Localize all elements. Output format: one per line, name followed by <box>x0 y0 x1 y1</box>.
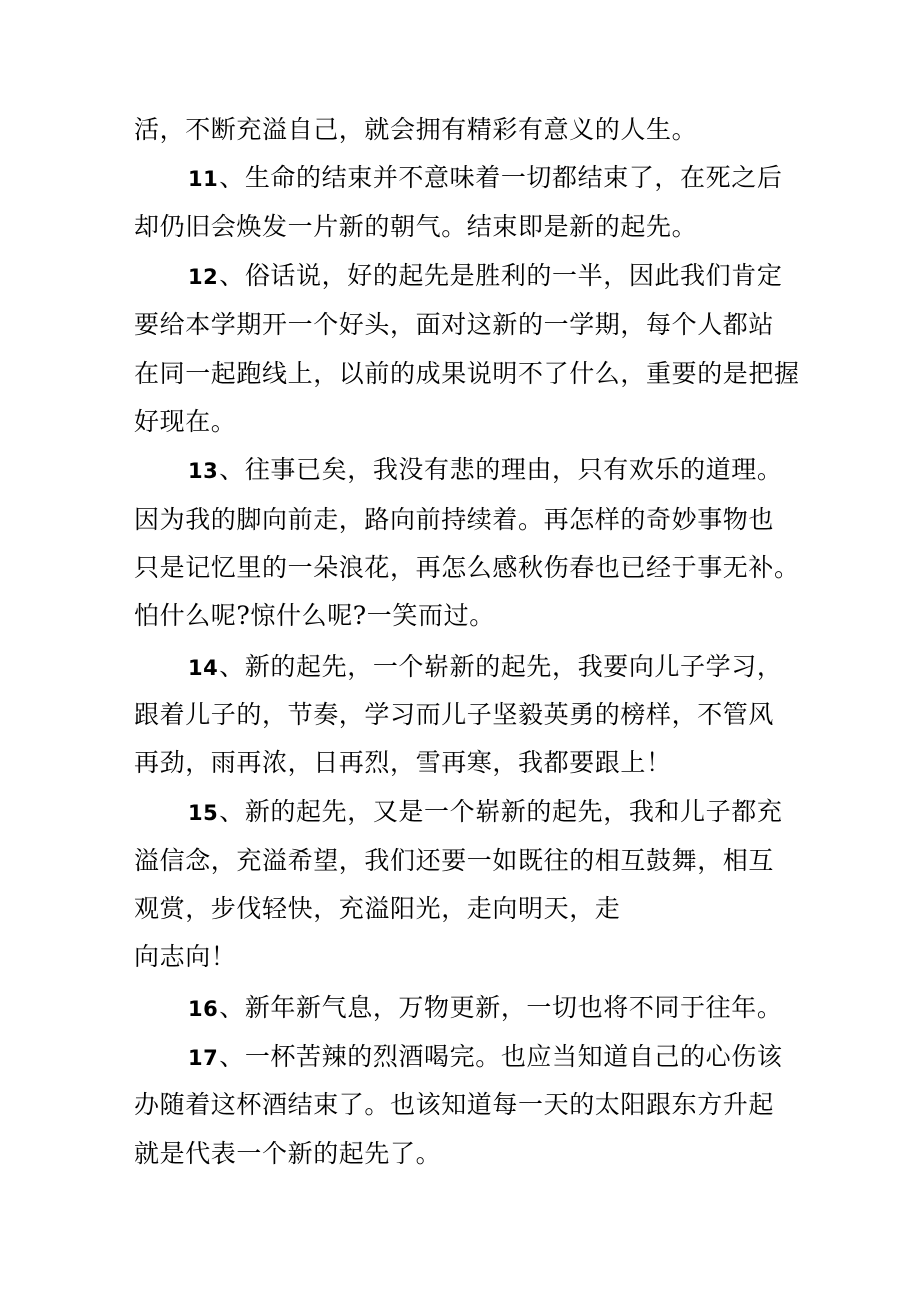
line-text: 再劲，雨再浓，日再烈，雪再寒，我都要跟上！ <box>134 748 672 777</box>
paragraph-line <box>134 407 236 437</box>
item-number: 15 <box>188 801 219 825</box>
paragraph-line <box>134 505 774 535</box>
line-text: 、往事已矣，我没有悲的理由，只有欢乐的道理。 <box>219 455 783 484</box>
line-text: 观赏，步伐轻快，充溢阳光，走向明天，走 <box>134 894 621 923</box>
paragraph-line <box>134 1090 774 1120</box>
line-text: 、新年新气息，万物更新，一切也将不同于往年。 <box>219 993 783 1022</box>
line-text: 却仍旧会焕发一片新的朝气。结束即是新的起先。 <box>134 212 698 241</box>
paragraph-line <box>188 797 782 828</box>
line-text: 、俗话说，好的起先是胜利的一半，因此我们肯定 <box>219 261 783 290</box>
paragraph-line <box>134 748 672 778</box>
item-number: 16 <box>188 997 219 1021</box>
line-text: 、新的起先，又是一个崭新的起先，我和儿子都充 <box>219 797 783 826</box>
paragraph-line <box>134 846 774 876</box>
paragraph-line <box>134 310 774 340</box>
paragraph-line <box>188 1042 782 1073</box>
paragraph-line <box>134 942 236 972</box>
item-number: 17 <box>188 1046 219 1070</box>
paragraph-line <box>134 359 800 389</box>
paragraph-line <box>134 700 774 730</box>
line-text: 、生命的结束并不意味着一切都结束了，在死之后 <box>219 163 783 192</box>
paragraph-line <box>134 212 697 242</box>
line-text: 、一杯苦辣的烈酒喝完。也应当知道自己的心伤该 <box>219 1042 783 1071</box>
line-text: 跟着儿子的，节奏，学习而儿子坚毅英勇的榜样，不管风 <box>134 700 775 729</box>
paragraph-line <box>188 993 782 1024</box>
paragraph-line <box>134 894 620 924</box>
paragraph-line <box>134 1139 441 1169</box>
line-text: 办随着这杯酒结束了。也该知道每一天的太阳跟东方升起 <box>134 1090 775 1119</box>
item-number: 13 <box>188 459 219 483</box>
line-text: 要给本学期开一个好头，面对这新的一学期，每个人都站 <box>134 310 775 339</box>
line-text: 就是代表一个新的起先了。 <box>134 1139 442 1168</box>
item-number: 14 <box>188 656 219 680</box>
line-text: 只是记忆里的一朵浪花，再怎么感秋伤春也已经于事无补。 <box>134 553 800 582</box>
line-text: 怕什么呢?惊什么呢?一笑而过。 <box>134 601 495 630</box>
paragraph-line <box>188 163 782 194</box>
paragraph-line <box>188 652 782 683</box>
paragraph-line <box>188 261 782 292</box>
line-text: 向志向！ <box>134 942 237 971</box>
line-text: 在同一起跑线上，以前的成果说明不了什么，重要的是把握 <box>134 359 800 388</box>
line-text: 活，不断充溢自己，就会拥有精彩有意义的人生。 <box>134 115 698 144</box>
line-text: 、新的起先，一个崭新的起先，我要向儿子学习， <box>219 652 783 681</box>
paragraph-line <box>134 601 495 631</box>
paragraph-line <box>134 553 800 583</box>
paragraph-line <box>134 115 697 145</box>
paragraph-line <box>188 455 782 486</box>
item-number: 12 <box>188 265 219 289</box>
line-text: 好现在。 <box>134 407 237 436</box>
line-text: 因为我的脚向前走，路向前持续着。再怎样的奇妙事物也 <box>134 505 775 534</box>
item-number: 11 <box>188 167 219 191</box>
line-text: 溢信念，充溢希望，我们还要一如既往的相互鼓舞，相互 <box>134 846 775 875</box>
